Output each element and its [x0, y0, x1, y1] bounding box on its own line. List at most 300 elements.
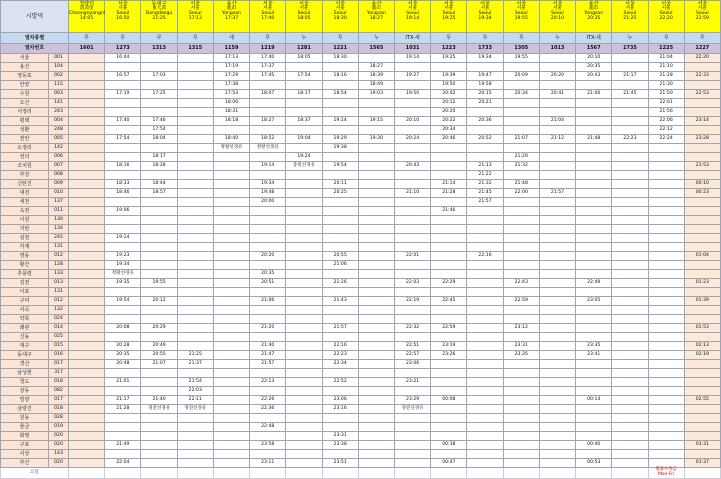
- time-cell[interactable]: [177, 243, 213, 252]
- time-cell[interactable]: [503, 396, 539, 405]
- time-cell[interactable]: [503, 117, 539, 126]
- station-name[interactable]: 평택: [1, 117, 49, 126]
- time-cell[interactable]: [358, 171, 394, 180]
- time-cell[interactable]: [394, 99, 430, 108]
- time-cell[interactable]: [322, 81, 358, 90]
- time-cell[interactable]: 20:11: [322, 180, 358, 189]
- time-cell[interactable]: [467, 360, 503, 369]
- time-cell[interactable]: 22:16: [467, 252, 503, 261]
- time-cell[interactable]: [431, 243, 467, 252]
- time-cell[interactable]: [286, 369, 322, 378]
- time-cell[interactable]: [322, 387, 358, 396]
- time-cell[interactable]: [503, 108, 539, 117]
- station-name[interactable]: 화명: [1, 432, 49, 441]
- time-cell[interactable]: [177, 369, 213, 378]
- time-cell[interactable]: [177, 135, 213, 144]
- time-cell[interactable]: 20:48: [105, 360, 141, 369]
- time-cell[interactable]: 03:31: [684, 441, 720, 450]
- time-cell[interactable]: [322, 99, 358, 108]
- time-cell[interactable]: [467, 405, 503, 414]
- time-cell[interactable]: [467, 63, 503, 72]
- station-name[interactable]: 황간: [1, 261, 49, 270]
- time-cell[interactable]: [69, 225, 105, 234]
- time-cell[interactable]: [322, 333, 358, 342]
- time-cell[interactable]: [612, 288, 648, 297]
- time-cell[interactable]: [684, 144, 720, 153]
- time-cell[interactable]: [503, 252, 539, 261]
- time-cell[interactable]: [539, 333, 575, 342]
- time-cell[interactable]: [576, 225, 612, 234]
- time-cell[interactable]: [358, 234, 394, 243]
- time-cell[interactable]: 00:47: [431, 459, 467, 468]
- time-cell[interactable]: 18:28: [141, 162, 177, 171]
- time-cell[interactable]: [177, 423, 213, 432]
- time-cell[interactable]: [250, 261, 286, 270]
- time-cell[interactable]: 23:38: [322, 441, 358, 450]
- time-cell[interactable]: 22:29: [431, 279, 467, 288]
- time-cell[interactable]: [431, 387, 467, 396]
- train-type-cell[interactable]: 누: [539, 33, 575, 44]
- time-cell[interactable]: 22:33: [684, 72, 720, 81]
- station-name[interactable]: 서울: [1, 54, 49, 63]
- station-code[interactable]: 019: [49, 423, 69, 432]
- time-cell[interactable]: [69, 180, 105, 189]
- time-cell[interactable]: [394, 441, 430, 450]
- train-number-cell[interactable]: 1159: [213, 44, 249, 54]
- time-cell[interactable]: [503, 369, 539, 378]
- time-cell[interactable]: [286, 108, 322, 117]
- time-cell[interactable]: [648, 288, 684, 297]
- station-code[interactable]: 014: [49, 324, 69, 333]
- time-cell[interactable]: [69, 369, 105, 378]
- time-cell[interactable]: 22:03: [177, 387, 213, 396]
- time-cell[interactable]: [177, 288, 213, 297]
- time-cell[interactable]: 22:59: [431, 324, 467, 333]
- time-cell[interactable]: [358, 396, 394, 405]
- station-code[interactable]: 015: [49, 342, 69, 351]
- time-cell[interactable]: [431, 378, 467, 387]
- time-cell[interactable]: [286, 414, 322, 423]
- time-cell[interactable]: [612, 81, 648, 90]
- time-cell[interactable]: [612, 54, 648, 63]
- time-cell[interactable]: [612, 423, 648, 432]
- time-cell[interactable]: [286, 396, 322, 405]
- time-cell[interactable]: [250, 315, 286, 324]
- time-cell[interactable]: [69, 171, 105, 180]
- time-cell[interactable]: [467, 441, 503, 450]
- time-cell[interactable]: [431, 198, 467, 207]
- station-name[interactable]: 신동: [1, 333, 49, 342]
- time-cell[interactable]: 17:40: [105, 117, 141, 126]
- time-cell[interactable]: 20:08: [105, 324, 141, 333]
- time-cell[interactable]: 00:40: [576, 441, 612, 450]
- time-cell[interactable]: [576, 180, 612, 189]
- time-cell[interactable]: [105, 126, 141, 135]
- time-cell[interactable]: [213, 405, 249, 414]
- time-cell[interactable]: [394, 216, 430, 225]
- time-cell[interactable]: [576, 333, 612, 342]
- time-cell[interactable]: [177, 72, 213, 81]
- station-name[interactable]: 왜관: [1, 324, 49, 333]
- time-cell[interactable]: [286, 126, 322, 135]
- time-cell[interactable]: 18:37: [286, 117, 322, 126]
- time-cell[interactable]: 23:14: [684, 117, 720, 126]
- footer-cell[interactable]: [467, 468, 503, 479]
- train-type-cell[interactable]: 무: [503, 33, 539, 44]
- time-cell[interactable]: [286, 243, 322, 252]
- footer-cell[interactable]: [358, 468, 394, 479]
- train-origin-header[interactable]: [358, 1, 394, 33]
- time-cell[interactable]: [69, 189, 105, 198]
- train-origin-header[interactable]: [684, 1, 720, 33]
- time-cell[interactable]: [177, 297, 213, 306]
- time-cell[interactable]: [250, 153, 286, 162]
- time-cell[interactable]: 23:16: [322, 405, 358, 414]
- time-cell[interactable]: 20:00: [250, 198, 286, 207]
- station-code[interactable]: 003: [49, 90, 69, 99]
- station-name[interactable]: 성환: [1, 126, 49, 135]
- train-number-cell[interactable]: 1305: [503, 44, 539, 54]
- station-code[interactable]: 016: [49, 351, 69, 360]
- time-cell[interactable]: [576, 405, 612, 414]
- time-cell[interactable]: 21:47: [250, 351, 286, 360]
- time-cell[interactable]: [539, 171, 575, 180]
- time-cell[interactable]: [576, 315, 612, 324]
- time-cell[interactable]: 19:27: [394, 72, 430, 81]
- time-cell[interactable]: [141, 306, 177, 315]
- time-cell[interactable]: [286, 81, 322, 90]
- time-cell[interactable]: [576, 171, 612, 180]
- time-cell[interactable]: [576, 198, 612, 207]
- time-cell[interactable]: [467, 315, 503, 324]
- time-cell[interactable]: 19:29: [322, 135, 358, 144]
- station-code[interactable]: 009: [49, 180, 69, 189]
- station-name[interactable]: 부강: [1, 171, 49, 180]
- time-cell[interactable]: [177, 90, 213, 99]
- time-cell[interactable]: [322, 234, 358, 243]
- time-cell[interactable]: 21:50: [648, 90, 684, 99]
- time-cell[interactable]: [684, 369, 720, 378]
- time-cell[interactable]: 21:40: [141, 396, 177, 405]
- time-cell[interactable]: [467, 144, 503, 153]
- time-cell[interactable]: 21:07: [503, 135, 539, 144]
- time-cell[interactable]: [213, 432, 249, 441]
- time-cell[interactable]: 21:26: [322, 279, 358, 288]
- time-cell[interactable]: [213, 270, 249, 279]
- time-cell[interactable]: [648, 432, 684, 441]
- time-cell[interactable]: 20:34: [431, 126, 467, 135]
- train-number-cell[interactable]: 1735: [612, 44, 648, 54]
- train-type-cell[interactable]: 무: [141, 33, 177, 44]
- footer-cell[interactable]: [503, 468, 539, 479]
- time-cell[interactable]: 23:06: [322, 396, 358, 405]
- time-cell[interactable]: 21:22: [467, 171, 503, 180]
- station-name[interactable]: 서정리: [1, 108, 49, 117]
- time-cell[interactable]: [467, 261, 503, 270]
- time-cell[interactable]: 18:57: [141, 189, 177, 198]
- time-cell[interactable]: [69, 252, 105, 261]
- time-cell[interactable]: 19:35: [105, 279, 141, 288]
- time-cell[interactable]: [177, 81, 213, 90]
- time-cell[interactable]: [648, 234, 684, 243]
- time-cell[interactable]: [69, 351, 105, 360]
- time-cell[interactable]: 02:13: [684, 342, 720, 351]
- time-cell[interactable]: [612, 324, 648, 333]
- time-cell[interactable]: 22:53: [684, 90, 720, 99]
- time-cell[interactable]: [177, 441, 213, 450]
- time-cell[interactable]: [612, 378, 648, 387]
- time-cell[interactable]: [503, 207, 539, 216]
- time-cell[interactable]: [141, 207, 177, 216]
- time-cell[interactable]: [467, 324, 503, 333]
- train-type-cell[interactable]: 무: [177, 33, 213, 44]
- station-name[interactable]: 사곡: [1, 306, 49, 315]
- station-name[interactable]: 삼랑진: [1, 405, 49, 414]
- time-cell[interactable]: [177, 180, 213, 189]
- station-code[interactable]: 020: [49, 459, 69, 468]
- time-cell[interactable]: [358, 270, 394, 279]
- train-number-cell[interactable]: 1273: [105, 44, 141, 54]
- time-cell[interactable]: [539, 450, 575, 459]
- time-cell[interactable]: [358, 252, 394, 261]
- time-cell[interactable]: [213, 351, 249, 360]
- time-cell[interactable]: [213, 279, 249, 288]
- time-cell[interactable]: [576, 378, 612, 387]
- time-cell[interactable]: 19:39: [431, 72, 467, 81]
- time-cell[interactable]: 경전선경유: [141, 405, 177, 414]
- time-cell[interactable]: 18:46: [105, 189, 141, 198]
- time-cell[interactable]: [286, 63, 322, 72]
- station-name[interactable]: 사상: [1, 450, 49, 459]
- station-name[interactable]: 용산: [1, 63, 49, 72]
- time-cell[interactable]: [69, 162, 105, 171]
- time-cell[interactable]: [394, 171, 430, 180]
- train-number-cell[interactable]: 1031: [394, 44, 430, 54]
- time-cell[interactable]: 20:55: [322, 252, 358, 261]
- time-cell[interactable]: [539, 198, 575, 207]
- time-cell[interactable]: [250, 450, 286, 459]
- time-cell[interactable]: 21:10: [648, 63, 684, 72]
- station-name[interactable]: 경산: [1, 360, 49, 369]
- time-cell[interactable]: [612, 225, 648, 234]
- time-cell[interactable]: [286, 252, 322, 261]
- time-cell[interactable]: [286, 225, 322, 234]
- time-cell[interactable]: [141, 315, 177, 324]
- time-cell[interactable]: [467, 288, 503, 297]
- station-name[interactable]: 동대구: [1, 351, 49, 360]
- footer-cell[interactable]: [141, 468, 177, 479]
- time-cell[interactable]: [648, 414, 684, 423]
- train-origin-header[interactable]: [286, 1, 322, 33]
- train-origin-header[interactable]: [322, 1, 358, 33]
- time-cell[interactable]: [105, 387, 141, 396]
- time-cell[interactable]: [431, 360, 467, 369]
- time-cell[interactable]: [612, 198, 648, 207]
- time-cell[interactable]: 21:01: [105, 378, 141, 387]
- time-cell[interactable]: [684, 414, 720, 423]
- time-cell[interactable]: [322, 207, 358, 216]
- station-code[interactable]: 137: [49, 198, 69, 207]
- time-cell[interactable]: [213, 459, 249, 468]
- time-cell[interactable]: [141, 270, 177, 279]
- station-name[interactable]: 옥천: [1, 207, 49, 216]
- station-name[interactable]: 남성현: [1, 369, 49, 378]
- time-cell[interactable]: [141, 144, 177, 153]
- time-cell[interactable]: [576, 216, 612, 225]
- time-cell[interactable]: [286, 261, 322, 270]
- train-type-cell[interactable]: 무: [69, 33, 105, 44]
- train-number-cell[interactable]: 1013: [539, 44, 575, 54]
- train-origin-header[interactable]: [612, 1, 648, 33]
- station-name[interactable]: 조치원: [1, 162, 49, 171]
- time-cell[interactable]: [177, 198, 213, 207]
- train-origin-header[interactable]: [576, 1, 612, 33]
- time-cell[interactable]: 22:23: [322, 351, 358, 360]
- time-cell[interactable]: 22:11: [177, 396, 213, 405]
- station-code[interactable]: 133: [49, 270, 69, 279]
- time-cell[interactable]: [576, 387, 612, 396]
- time-cell[interactable]: [69, 333, 105, 342]
- train-number-cell[interactable]: 1225: [648, 44, 684, 54]
- station-code[interactable]: 132: [49, 306, 69, 315]
- time-cell[interactable]: [431, 432, 467, 441]
- time-cell[interactable]: [141, 63, 177, 72]
- time-cell[interactable]: 22:23: [612, 135, 648, 144]
- time-cell[interactable]: [286, 342, 322, 351]
- time-cell[interactable]: [431, 153, 467, 162]
- time-cell[interactable]: [467, 207, 503, 216]
- time-cell[interactable]: [286, 207, 322, 216]
- time-cell[interactable]: [213, 315, 249, 324]
- time-cell[interactable]: 21:57: [467, 198, 503, 207]
- time-cell[interactable]: [213, 234, 249, 243]
- time-cell[interactable]: [69, 198, 105, 207]
- time-cell[interactable]: [69, 243, 105, 252]
- time-cell[interactable]: 19:55: [141, 279, 177, 288]
- time-cell[interactable]: [358, 99, 394, 108]
- time-cell[interactable]: 19:50: [394, 90, 430, 99]
- time-cell[interactable]: [612, 306, 648, 315]
- time-cell[interactable]: [250, 243, 286, 252]
- time-cell[interactable]: 21:04: [539, 117, 575, 126]
- time-cell[interactable]: 18:16: [322, 72, 358, 81]
- time-cell[interactable]: [213, 333, 249, 342]
- time-cell[interactable]: [612, 360, 648, 369]
- time-cell[interactable]: 22:45: [431, 297, 467, 306]
- time-cell[interactable]: [431, 252, 467, 261]
- time-cell[interactable]: [250, 108, 286, 117]
- time-cell[interactable]: 22:43: [503, 279, 539, 288]
- station-code[interactable]: 142: [49, 144, 69, 153]
- time-cell[interactable]: [503, 450, 539, 459]
- time-cell[interactable]: [69, 54, 105, 63]
- time-cell[interactable]: 22:49: [576, 279, 612, 288]
- time-cell[interactable]: [177, 126, 213, 135]
- time-cell[interactable]: [394, 243, 430, 252]
- time-cell[interactable]: 22:20: [684, 54, 720, 63]
- time-cell[interactable]: [684, 198, 720, 207]
- time-cell[interactable]: 20:20: [539, 72, 575, 81]
- time-cell[interactable]: [576, 117, 612, 126]
- time-cell[interactable]: [576, 432, 612, 441]
- time-cell[interactable]: 23:11: [250, 459, 286, 468]
- time-cell[interactable]: 19:34: [105, 261, 141, 270]
- time-cell[interactable]: 17:40: [250, 54, 286, 63]
- station-name[interactable]: 약목: [1, 315, 49, 324]
- time-cell[interactable]: [358, 180, 394, 189]
- time-cell[interactable]: [69, 126, 105, 135]
- station-code[interactable]: 134: [49, 225, 69, 234]
- time-cell[interactable]: [358, 369, 394, 378]
- station-code[interactable]: 131: [49, 288, 69, 297]
- time-cell[interactable]: [648, 261, 684, 270]
- time-cell[interactable]: 22:52: [322, 378, 358, 387]
- time-cell[interactable]: [69, 288, 105, 297]
- time-cell[interactable]: [250, 99, 286, 108]
- time-cell[interactable]: [105, 225, 141, 234]
- time-cell[interactable]: [539, 207, 575, 216]
- time-cell[interactable]: [69, 90, 105, 99]
- station-name[interactable]: 오산: [1, 99, 49, 108]
- time-cell[interactable]: 18:17: [141, 153, 177, 162]
- time-cell[interactable]: 23:05: [576, 297, 612, 306]
- time-cell[interactable]: [69, 144, 105, 153]
- time-cell[interactable]: [177, 252, 213, 261]
- time-cell[interactable]: [69, 297, 105, 306]
- time-cell[interactable]: [503, 405, 539, 414]
- time-cell[interactable]: [358, 414, 394, 423]
- time-cell[interactable]: 22:06: [648, 117, 684, 126]
- time-cell[interactable]: 23:41: [576, 351, 612, 360]
- time-cell[interactable]: [105, 216, 141, 225]
- time-cell[interactable]: [467, 234, 503, 243]
- time-cell[interactable]: [503, 387, 539, 396]
- time-cell[interactable]: [539, 225, 575, 234]
- time-cell[interactable]: [539, 54, 575, 63]
- time-cell[interactable]: [213, 360, 249, 369]
- time-cell[interactable]: 01:23: [684, 279, 720, 288]
- footer-cell[interactable]: [213, 468, 249, 479]
- time-cell[interactable]: [612, 216, 648, 225]
- time-cell[interactable]: [394, 333, 430, 342]
- time-cell[interactable]: [576, 81, 612, 90]
- time-cell[interactable]: [213, 396, 249, 405]
- time-cell[interactable]: [467, 270, 503, 279]
- time-cell[interactable]: [503, 261, 539, 270]
- time-cell[interactable]: [250, 288, 286, 297]
- station-code[interactable]: 011: [49, 207, 69, 216]
- time-cell[interactable]: 19:38: [322, 144, 358, 153]
- time-cell[interactable]: 정왕선경유: [105, 270, 141, 279]
- time-cell[interactable]: [648, 180, 684, 189]
- time-cell[interactable]: 23:51: [322, 459, 358, 468]
- time-cell[interactable]: 20:28: [105, 342, 141, 351]
- time-cell[interactable]: 21:25: [177, 351, 213, 360]
- time-cell[interactable]: [69, 63, 105, 72]
- time-cell[interactable]: [286, 180, 322, 189]
- train-number-cell[interactable]: 1733: [467, 44, 503, 54]
- time-cell[interactable]: 19:14: [250, 162, 286, 171]
- time-cell[interactable]: [105, 450, 141, 459]
- time-cell[interactable]: [539, 378, 575, 387]
- time-cell[interactable]: [213, 414, 249, 423]
- station-name[interactable]: 소정리: [1, 144, 49, 153]
- time-cell[interactable]: 19:58: [467, 81, 503, 90]
- time-cell[interactable]: [250, 333, 286, 342]
- time-cell[interactable]: [105, 369, 141, 378]
- train-origin-header[interactable]: [467, 1, 503, 33]
- time-cell[interactable]: 18:30: [322, 54, 358, 63]
